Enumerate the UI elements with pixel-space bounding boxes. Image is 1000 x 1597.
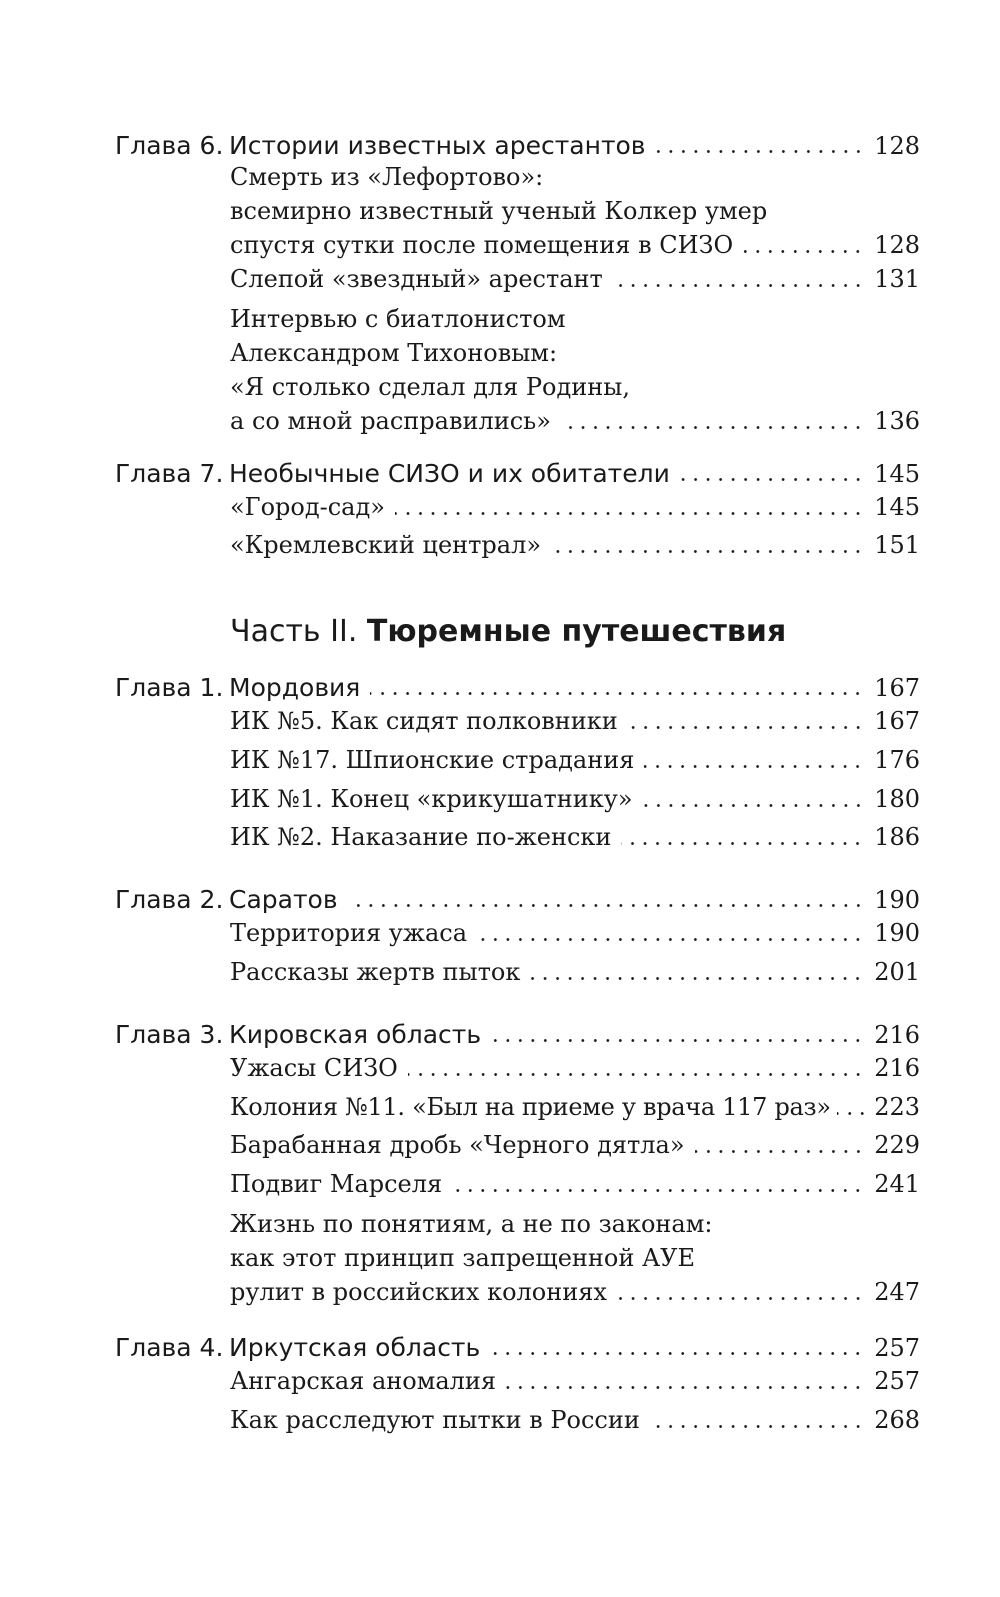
entry-line: Смерть из «Лефортово»: <box>230 163 544 191</box>
toc-chapter-2 <box>115 876 920 916</box>
entry-line: всемирно известный ученый Колкер умер <box>230 197 768 225</box>
page-number: 136 <box>874 407 920 435</box>
page-number: 257 <box>874 1334 920 1362</box>
chapter-title: Мордовия <box>229 673 361 702</box>
toc-entry <box>230 262 920 296</box>
entry-line: Интервью с биатлонистом <box>230 305 566 333</box>
toc-entry <box>230 302 920 438</box>
entry-line: «Кремлевский централ» <box>230 531 542 559</box>
toc-entry <box>230 955 920 989</box>
toc-entry <box>230 490 920 524</box>
toc-entry <box>230 704 920 738</box>
page-number: 128 <box>874 231 920 259</box>
leader-dots <box>656 150 865 153</box>
page-number: 216 <box>874 1054 920 1082</box>
entry-line: ИК №2. Наказание по-женски <box>230 823 612 851</box>
leader-dots <box>370 692 864 695</box>
toc-chapter-4 <box>115 1324 920 1364</box>
toc-entry <box>230 782 920 816</box>
toc-chapter-3 <box>115 1011 920 1051</box>
leader-dots <box>613 284 864 287</box>
leader-dots <box>680 478 864 481</box>
part-title: Тюремные путешествия <box>366 614 787 649</box>
entry-line: «Я столько сделал для Родины, <box>230 373 630 401</box>
chapter-label: Глава 4. <box>115 1333 224 1362</box>
chapter-label: Глава 7. <box>115 459 224 488</box>
chapter-label: Глава 1. <box>115 673 224 702</box>
page-number: 151 <box>874 531 920 559</box>
toc-chapter-6 <box>115 122 920 162</box>
leader-dots <box>743 250 864 253</box>
entry-line: спустя сутки после помещения в СИЗО <box>230 231 734 259</box>
entry-line: Рассказы жертв пыток <box>230 958 521 986</box>
toc-chapter-7 <box>115 450 920 490</box>
page-number: 190 <box>874 919 920 947</box>
page-number: 216 <box>874 1021 920 1049</box>
entry-line: как этот принцип запрещенной АУЕ <box>230 1244 695 1272</box>
part-heading <box>230 610 920 658</box>
leader-dots <box>395 512 864 515</box>
leader-dots <box>452 1189 864 1192</box>
toc-entry <box>230 1128 920 1162</box>
toc-entry <box>230 1167 920 1201</box>
entry-line: а со мной расправились» <box>230 407 551 435</box>
page-number: 190 <box>874 886 920 914</box>
chapter-label: Глава 2. <box>115 885 224 914</box>
page-number: 180 <box>874 785 920 813</box>
entry-line: Александром Тихоновым: <box>230 339 558 367</box>
chapter-title: Необычные СИЗО и их обитатели <box>229 459 670 488</box>
leader-dots <box>506 1386 864 1389</box>
leader-dots <box>643 804 865 807</box>
leader-dots <box>490 1352 864 1355</box>
page-number: 167 <box>874 674 920 702</box>
leader-dots <box>695 1150 865 1153</box>
leader-dots <box>491 1039 864 1042</box>
entry-line: «Город-сад» <box>230 493 385 521</box>
page-number: 268 <box>874 1406 920 1434</box>
leader-dots <box>837 1112 868 1115</box>
leader-dots <box>477 938 864 941</box>
leader-dots <box>408 1073 864 1076</box>
entry-line: Слепой «звездный» арестант <box>230 265 603 293</box>
toc-entry <box>230 1403 920 1437</box>
leader-dots <box>650 1425 864 1428</box>
toc-entry <box>230 743 920 777</box>
entry-line: ИК №1. Конец «крикушатнику» <box>230 785 633 813</box>
leader-dots <box>530 977 864 980</box>
leader-dots <box>628 726 864 729</box>
leader-dots <box>617 1297 864 1300</box>
entry-line: ИК №5. Как сидят полковники <box>230 707 618 735</box>
toc-chapter-1 <box>115 664 920 704</box>
chapter-title: Саратов <box>229 885 338 914</box>
page-number: 167 <box>874 707 920 735</box>
page-number: 186 <box>874 823 920 851</box>
entry-line: Барабанная дробь «Черного дятла» <box>230 1131 685 1159</box>
entry-line: ИК №17. Шпионские страдания <box>230 746 635 774</box>
entry-line: Ангарская аномалия <box>230 1367 497 1395</box>
leader-dots <box>551 550 864 553</box>
chapter-title: Иркутская область <box>229 1333 481 1362</box>
page-number: 131 <box>874 265 920 293</box>
toc-entry <box>230 1364 920 1398</box>
toc-entry <box>230 916 920 950</box>
entry-line: Как расследуют пытки в России <box>230 1406 640 1434</box>
entry-line: Территория ужаса <box>230 919 468 947</box>
entry-line: Жизнь по понятиям, а не по законам: <box>230 1210 713 1238</box>
leader-dots <box>348 904 865 907</box>
page-number: 201 <box>874 958 920 986</box>
page-number: 241 <box>874 1170 920 1198</box>
leader-dots <box>561 426 864 429</box>
toc-entry <box>230 1090 920 1124</box>
toc-entry <box>230 820 920 854</box>
page-number: 257 <box>874 1367 920 1395</box>
entry-line: рулит в российских колониях <box>230 1278 607 1306</box>
part-prefix: Часть II. <box>230 614 358 649</box>
toc-entry <box>230 1051 920 1085</box>
entry-line: Колония №11. «Был на приеме у врача 117 раз» <box>230 1093 831 1121</box>
toc-entry <box>230 160 920 262</box>
page-number: 223 <box>874 1093 920 1121</box>
page-number: 145 <box>874 460 920 488</box>
chapter-title: Истории известных арестантов <box>229 131 646 160</box>
page-number: 229 <box>874 1131 920 1159</box>
leader-dots <box>621 842 864 845</box>
page-number: 128 <box>874 132 920 160</box>
toc-entry <box>230 1207 920 1309</box>
entry-line: Ужасы СИЗО <box>230 1054 398 1082</box>
page-number: 247 <box>874 1278 920 1306</box>
entry-line: Подвиг Марселя <box>230 1170 443 1198</box>
chapter-title: Кировская область <box>229 1020 482 1049</box>
page-number: 176 <box>874 746 920 774</box>
leader-dots <box>644 765 864 768</box>
chapter-label: Глава 3. <box>115 1020 224 1049</box>
chapter-label: Глава 6. <box>115 131 224 160</box>
page-number: 145 <box>874 493 920 521</box>
toc-entry <box>230 528 920 562</box>
